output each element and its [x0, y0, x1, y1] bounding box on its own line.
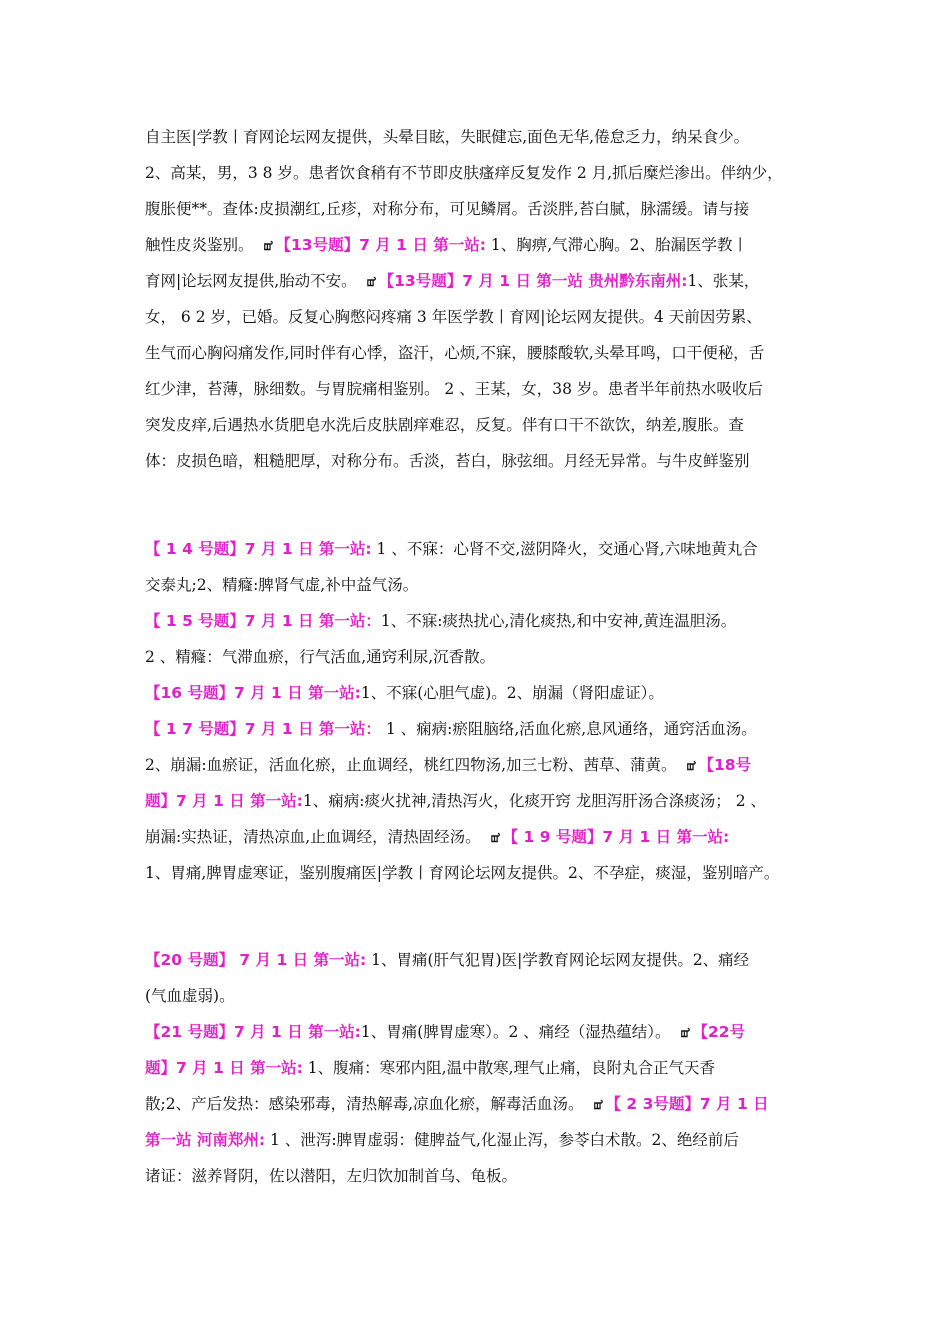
- question-heading: 【13号题】7 月 1 日 第一站:: [275, 236, 486, 254]
- body-text: 1、胃痛,脾胃虚寒证，鉴别腹痛医|学教丨育网论坛网友提供。2、不孕症，痰湿，鉴别暗产。: [145, 864, 780, 882]
- question-heading: 【22号: [692, 1023, 746, 1041]
- text-block-3: [145, 942, 821, 1194]
- question-heading: 【13号题】7 月 1 日 第一站 贵州黔东南州:: [378, 272, 688, 290]
- body-text: 2、崩漏:血瘀证，活血化瘀，止血调经，桃红四物汤,加三七粉、茜草、蒲黄。: [145, 756, 677, 774]
- body-text: 体：皮损色暗，粗糙肥厚，对称分布。舌淡，苔白，脉弦细。月经无异常。与牛皮鲜鉴别: [145, 452, 750, 470]
- body-text: 生气而心胸闷痛发作,同时伴有心悸，盗汗，心烦,不寐，腰膝酸软,头晕耳鸣，口干便秘，舌: [145, 344, 765, 362]
- bullet-marker-icon: ꕠ: [686, 759, 697, 773]
- question-heading: 【 1 7 号题】7 月 1 日 第一站：: [145, 720, 381, 738]
- text-line: [145, 567, 821, 603]
- text-line: [145, 155, 821, 191]
- text-line: [145, 407, 821, 443]
- body-text: 2、高某，男，3 8 岁。患者饮食稍有不节即皮肤瘙痒反复发作 2 月,抓后糜烂渗出。伴纳少，: [145, 164, 783, 182]
- body-text: 1、不寐(心胆气虚)。2、崩漏（肾阳虚证）。: [360, 684, 664, 702]
- text-line: [145, 603, 821, 639]
- body-text: 1、胃痛(肝气犯胃)医|学教育网论坛网友提供。2、痛经: [366, 951, 750, 969]
- text-line: [145, 747, 821, 783]
- body-text: 女， 6 2 岁，已婚。反复心胸憋闷疼痛 3 年医学教丨育网|论坛网友提供。4 天前因劳累、: [145, 308, 762, 326]
- text-line: [145, 1014, 821, 1050]
- question-heading: 题】7 月 1 日 第一站:: [145, 792, 303, 810]
- text-line: [145, 1122, 821, 1158]
- body-text: 2 、精癃：气滞血瘀，行气活血,通窍利尿,沉香散。: [145, 648, 496, 666]
- body-text: 1、胸痹,气滞心胸。2、胎漏医学教丨: [485, 236, 749, 254]
- bullet-marker-icon: ꕠ: [490, 831, 501, 845]
- text-line: [145, 855, 821, 891]
- body-text: 1、胃痛(脾胃虚寒）。2 、痛经（湿热蕴结）。: [360, 1023, 671, 1041]
- question-heading: 【21 号题】7 月 1 日 第一站:: [145, 1023, 361, 1041]
- text-line: [145, 119, 821, 155]
- body-text: (气血虚弱)。: [145, 987, 235, 1005]
- body-text: 育网|论坛网友提供,胎动不安。: [145, 272, 357, 290]
- text-line: [145, 819, 821, 855]
- text-line: [145, 371, 821, 407]
- text-line: [145, 443, 821, 479]
- body-text: 1 、不寐：心肾不交,滋阴降火，交通心肾,六味地黄丸合: [371, 540, 758, 558]
- question-heading: 【16 号题】7 月 1 日 第一站:: [145, 684, 361, 702]
- text-line: [145, 335, 821, 371]
- bullet-marker-icon: ꕠ: [263, 239, 274, 253]
- text-line: [145, 978, 821, 1014]
- question-heading: 【 1 9 号题】7 月 1 日 第一站:: [502, 828, 730, 846]
- body-text: 腹胀便**。查体:皮损潮红,丘疹，对称分布，可见鳞屑。舌淡胖,苔白腻，脉濡缓。请与接: [145, 200, 750, 218]
- question-heading: 【18号: [698, 756, 752, 774]
- text-line: [145, 675, 821, 711]
- text-line: [145, 531, 821, 567]
- body-text: 1 、泄泻:脾胃虚弱：健脾益气,化湿止泻，参苓白术散。2、绝经前后: [265, 1131, 739, 1149]
- body-text: 红少津，苔薄，脉细数。与胃脘痛相鉴别。 2 、王某，女，38 岁。患者半年前热水吸收后: [145, 380, 763, 398]
- body-text: 散;2、产后发热：感染邪毒，清热解毒,凉血化瘀，解毒活血汤。: [145, 1095, 584, 1113]
- text-line: [145, 299, 821, 335]
- bullet-marker-icon: ꕠ: [680, 1026, 691, 1040]
- text-line: [145, 227, 821, 263]
- text-block-1: [145, 119, 821, 479]
- body-text: 1、痫病:痰火扰神,清热泻火，化痰开窍 龙胆泻肝汤合涤痰汤； 2 、: [302, 792, 767, 810]
- text-line: [145, 639, 821, 675]
- question-heading: 题】7 月 1 日 第一站:: [145, 1059, 303, 1077]
- body-text: 崩漏:实热证，清热凉血,止血调经，清热固经汤。: [145, 828, 481, 846]
- body-text: 1 、痫病:瘀阻脑络,活血化瘀,息风通络，通窍活血汤。: [380, 720, 757, 738]
- text-line: [145, 942, 821, 978]
- question-heading: 第一站 河南郑州:: [145, 1131, 266, 1149]
- text-line: [145, 783, 821, 819]
- text-line: [145, 1158, 821, 1194]
- body-text: 1、腹痛：寒邪内阻,温中散寒,理气止痛，良附丸合正气天香: [302, 1059, 716, 1077]
- text-line: [145, 1050, 821, 1086]
- question-heading: 【 2 3号题】7 月 1 日: [605, 1095, 769, 1113]
- text-line: [145, 191, 821, 227]
- text-line: [145, 711, 821, 747]
- body-text: 诸证：滋养肾阴，佐以潜阳，左归饮加制首乌、龟板。: [145, 1167, 518, 1185]
- bullet-marker-icon: ꕠ: [366, 275, 377, 289]
- body-text: 1、张某，: [687, 272, 760, 290]
- question-heading: 【20 号题】 7 月 1 日 第一站:: [145, 951, 367, 969]
- body-text: 触性皮炎鉴别。: [145, 236, 254, 254]
- body-text: 1、不寐:痰热扰心,清化痰热,和中安神,黄连温胆汤。: [380, 612, 737, 630]
- body-text: 交泰丸;2、精癃:脾肾气虚,补中益气汤。: [145, 576, 419, 594]
- text-block-2: [145, 531, 821, 891]
- question-heading: 【 1 5 号题】7 月 1 日 第一站：: [145, 612, 381, 630]
- text-line: [145, 1086, 821, 1122]
- body-text: 自主医|学教丨育网论坛网友提供，头晕目眩，失眠健忘,面色无华,倦怠乏力，纳呆食少。: [145, 128, 750, 146]
- bullet-marker-icon: ꕠ: [593, 1098, 604, 1112]
- body-text: 突发皮痒,后遇热水货肥皂水洗后皮肤剧痒难忍，反复。伴有口干不欲饮，纳差,腹胀。查: [145, 416, 744, 434]
- text-line: [145, 263, 821, 299]
- question-heading: 【 1 4 号题】7 月 1 日 第一站:: [145, 540, 372, 558]
